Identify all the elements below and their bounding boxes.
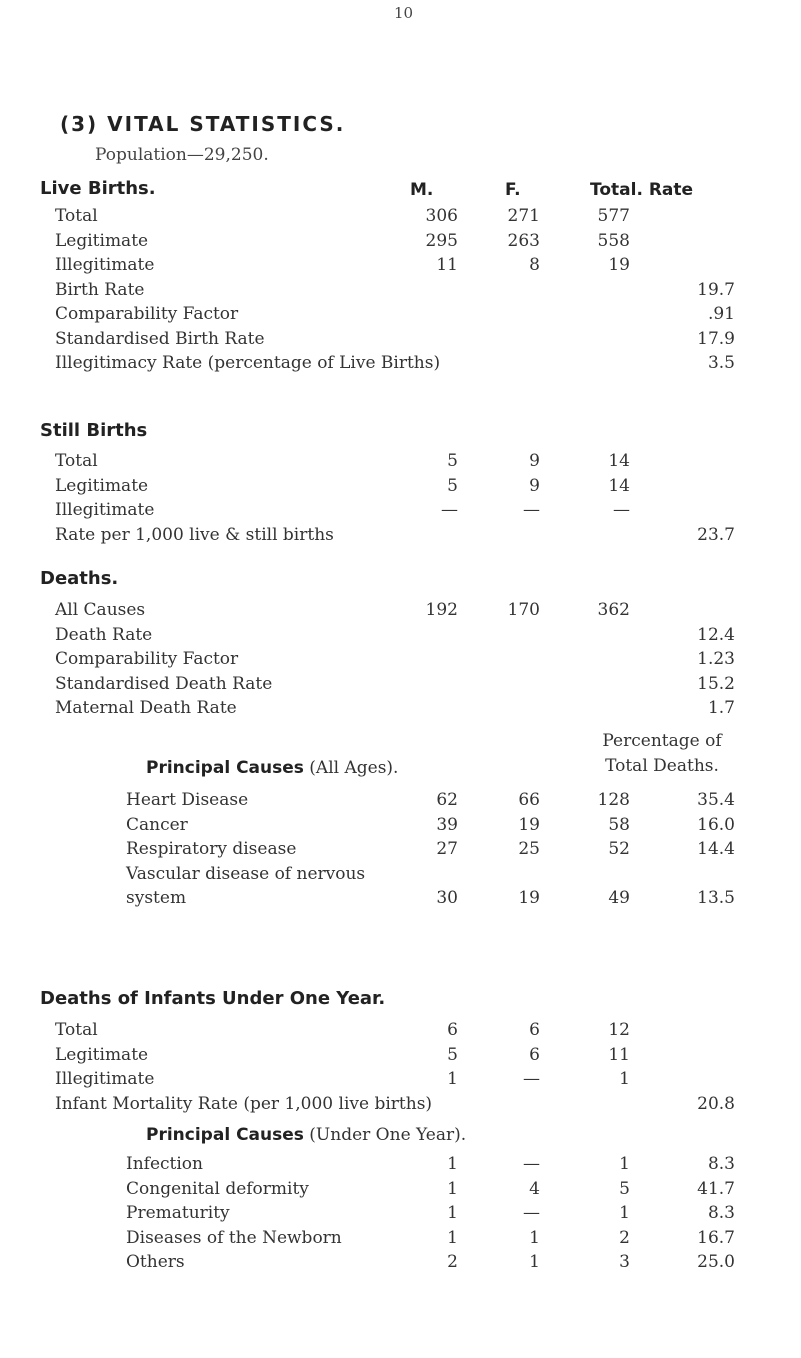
row-label: Total — [55, 206, 98, 226]
table-row — [0, 1228, 801, 1254]
table-row — [0, 231, 801, 257]
table-row — [0, 1154, 801, 1180]
female-value: — — [523, 1203, 540, 1223]
total-value: 128 — [597, 790, 630, 810]
row-label: Comparability Factor — [55, 304, 239, 324]
row-label: Rate per 1,000 live & still births — [55, 524, 334, 545]
male-value: 306 — [425, 206, 458, 226]
row-label: Others — [126, 1252, 185, 1272]
row-label: Maternal Death Rate — [55, 698, 237, 718]
male-value: 1 — [447, 1178, 458, 1199]
infant-deaths-heading: Deaths of Infants Under One Year. — [40, 988, 386, 1009]
female-value: 9 — [529, 475, 540, 496]
table-row — [0, 1045, 801, 1071]
infant-causes-heading-rest: (Under One Year). — [309, 1125, 467, 1145]
rate-value: 13.5 — [697, 888, 735, 908]
total-value: 19 — [608, 255, 630, 275]
percentage-header-line-1: Percentage of — [602, 731, 722, 751]
infant-causes-heading-bold: Principal Causes — [146, 1125, 304, 1145]
male-value: 11 — [436, 255, 458, 275]
row-label: Legitimate — [55, 475, 149, 496]
table-row — [0, 451, 801, 477]
row-label: Total — [55, 451, 98, 471]
table-row — [0, 329, 801, 355]
row-label: Death Rate — [55, 624, 153, 645]
row-label: Illegitimate — [55, 1069, 155, 1089]
total-value: 14 — [608, 475, 630, 496]
total-value: — — [613, 500, 630, 520]
table-row — [0, 280, 801, 306]
rate-value: 8.3 — [707, 1154, 735, 1174]
table-row — [0, 500, 801, 526]
population-line: Population—29,250. — [95, 145, 269, 165]
female-value: — — [523, 1154, 540, 1174]
rate-value: .91 — [707, 304, 735, 324]
row-label: Illegitimacy Rate (percentage of Live Births) — [55, 353, 441, 373]
rate-value: 1.7 — [707, 698, 735, 718]
total-value: 5 — [619, 1178, 630, 1199]
female-value: 19 — [518, 814, 540, 835]
male-value: 295 — [425, 230, 458, 251]
table-row — [0, 649, 801, 675]
row-label: Standardised Death Rate — [55, 673, 273, 694]
row-label: Diseases of the Newborn — [126, 1227, 342, 1248]
row-label: Legitimate — [55, 1044, 149, 1065]
row-label: Illegitimate — [55, 500, 155, 520]
total-value: 1 — [619, 1154, 630, 1174]
row-label: Prematurity — [126, 1203, 230, 1223]
male-value: 6 — [447, 1020, 458, 1040]
rate-value: 8.3 — [707, 1203, 735, 1223]
male-value: 1 — [447, 1203, 458, 1223]
rate-value: 16.0 — [697, 814, 735, 835]
female-value: 170 — [507, 600, 540, 620]
row-label: Cancer — [126, 814, 188, 835]
row-label: Comparability Factor — [55, 649, 239, 669]
total-value: 49 — [608, 888, 630, 908]
column-header-total-rate: Total. Rate — [590, 180, 694, 200]
table-row — [0, 790, 801, 816]
rate-value: 35.4 — [697, 790, 735, 810]
live-births-heading: Live Births. — [40, 178, 156, 199]
rate-value: 3.5 — [707, 353, 735, 373]
table-row — [0, 1252, 801, 1278]
table-row — [0, 625, 801, 651]
row-label: Birth Rate — [55, 279, 145, 300]
female-value: 4 — [529, 1178, 540, 1199]
deaths-heading: Deaths. — [40, 568, 119, 589]
table-row — [0, 1203, 801, 1229]
male-value: 192 — [425, 600, 458, 620]
female-value: 1 — [529, 1227, 540, 1248]
column-header-f: F. — [505, 180, 521, 200]
rate-value: 19.7 — [697, 279, 735, 300]
total-value: 3 — [619, 1252, 630, 1272]
total-value: 2 — [619, 1227, 630, 1248]
female-value: 263 — [507, 230, 540, 251]
row-label: Total — [55, 1020, 98, 1040]
rate-value: 15.2 — [697, 673, 735, 694]
female-value: 1 — [529, 1252, 540, 1272]
male-value: 1 — [447, 1154, 458, 1174]
female-value: 25 — [518, 839, 540, 859]
column-header-m: M. — [410, 180, 434, 200]
rate-value: 1.23 — [697, 649, 735, 669]
rate-value: 12.4 — [697, 624, 735, 645]
male-value: 39 — [436, 814, 458, 835]
female-value: 6 — [529, 1020, 540, 1040]
rate-value: 23.7 — [697, 524, 735, 545]
rate-value: 17.9 — [697, 328, 735, 349]
table-row — [0, 206, 801, 232]
total-value: 1 — [619, 1203, 630, 1223]
row-label: Legitimate — [55, 230, 149, 251]
male-value: 5 — [447, 451, 458, 471]
table-row — [0, 304, 801, 330]
male-value: 62 — [436, 790, 458, 810]
total-value: 58 — [608, 814, 630, 835]
table-row — [0, 1094, 801, 1120]
total-value: 1 — [619, 1069, 630, 1089]
male-value: 5 — [447, 475, 458, 496]
page-title: (3) VITAL STATISTICS. — [60, 112, 346, 136]
rate-value: 20.8 — [697, 1093, 735, 1114]
male-value: — — [441, 500, 458, 520]
table-row — [0, 1069, 801, 1095]
row-label: Heart Disease — [126, 790, 249, 810]
total-value: 362 — [597, 600, 630, 620]
male-value: 27 — [436, 839, 458, 859]
table-row — [0, 476, 801, 502]
male-value: 2 — [447, 1252, 458, 1272]
female-value: 8 — [529, 255, 540, 275]
principal-causes-heading-bold: Principal Causes — [146, 758, 304, 778]
female-value: — — [523, 500, 540, 520]
table-row — [0, 600, 801, 626]
rate-value: 14.4 — [697, 839, 735, 859]
table-row — [0, 674, 801, 700]
percentage-header-line-2: Total Deaths. — [605, 756, 719, 776]
row-label: Respiratory disease — [126, 839, 297, 859]
male-value: 5 — [447, 1044, 458, 1065]
rate-value: 16.7 — [697, 1227, 735, 1248]
total-value: 12 — [608, 1020, 630, 1040]
total-value: 577 — [597, 206, 630, 226]
page-number: 10 — [394, 4, 414, 22]
row-label: Congenital deformity — [126, 1178, 309, 1199]
row-label: Infant Mortality Rate (per 1,000 live births) — [55, 1093, 433, 1114]
total-value: 14 — [608, 451, 630, 471]
female-value: 66 — [518, 790, 540, 810]
table-row — [0, 815, 801, 841]
rate-value: 25.0 — [697, 1252, 735, 1272]
female-value: 6 — [529, 1044, 540, 1065]
table-row — [0, 1179, 801, 1205]
total-value: 52 — [608, 839, 630, 859]
male-value: 1 — [447, 1069, 458, 1089]
male-value: 1 — [447, 1227, 458, 1248]
still-births-heading: Still Births — [40, 420, 148, 441]
table-row — [0, 525, 801, 551]
rate-value: 41.7 — [697, 1178, 735, 1199]
female-value: — — [523, 1069, 540, 1089]
female-value: 9 — [529, 451, 540, 471]
total-value: 558 — [597, 230, 630, 251]
principal-causes-heading-rest: (All Ages). — [309, 758, 399, 778]
table-row — [0, 864, 801, 890]
female-value: 19 — [518, 888, 540, 908]
table-row — [0, 839, 801, 865]
row-label: system — [126, 888, 187, 908]
row-label: Infection — [126, 1154, 203, 1174]
female-value: 271 — [507, 206, 540, 226]
table-row — [0, 888, 801, 914]
table-row — [0, 353, 801, 379]
table-row — [0, 255, 801, 281]
table-row — [0, 1020, 801, 1046]
table-row — [0, 698, 801, 724]
row-label: Illegitimate — [55, 255, 155, 275]
infant-causes-heading — [146, 1125, 466, 1145]
row-label: Standardised Birth Rate — [55, 328, 265, 349]
total-value: 11 — [608, 1044, 630, 1065]
row-label: All Causes — [55, 600, 146, 620]
principal-causes-heading — [146, 758, 398, 778]
row-label: Vascular disease of nervous — [126, 863, 366, 884]
male-value: 30 — [436, 888, 458, 908]
